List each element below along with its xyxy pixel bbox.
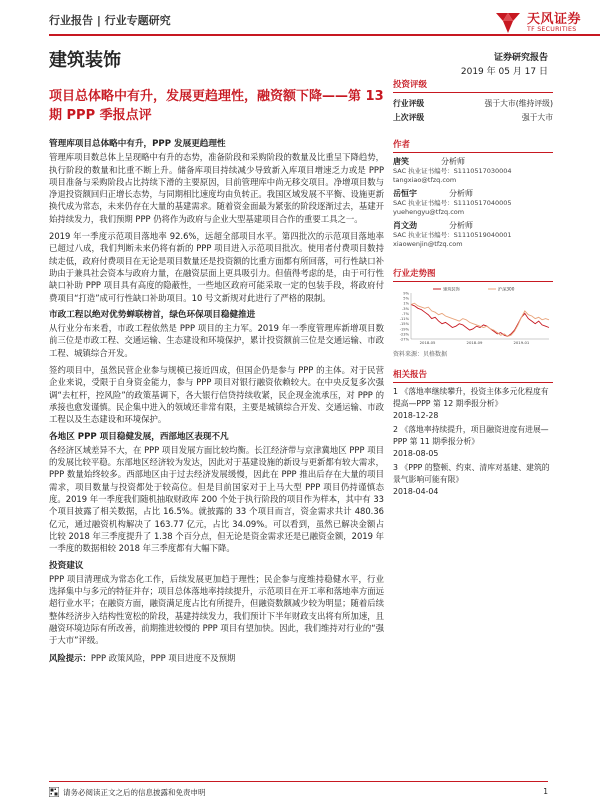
related-date: 2018-04-04 [393,487,439,496]
logo-text-cn: 天风证券 [527,12,582,27]
trend-chart-svg [393,285,553,347]
rating-key: 上次评级 [393,112,425,122]
related-report[interactable]: 2 《落地率持续提升，项目融资进度有进展—PPP 第 11 期季报分析》 [393,425,549,446]
x-tick-label: 2018-05 [419,340,436,345]
authors-heading: 作者 [393,138,553,153]
rating-row [393,96,553,110]
header-divider [49,34,600,36]
author-role: 分析师 [441,157,465,166]
page-number: 1 [543,787,548,796]
y-tick-label: 9% [403,291,409,296]
y-tick-label: 5% [403,296,409,301]
author-cert: SAC 执业证书编号：S1110517040005 [393,199,512,207]
risk-warning [49,652,384,664]
author-name: 肖文劲 [393,221,417,230]
related-date: 2018-12-28 [393,411,439,420]
y-tick-label: -3% [402,306,409,311]
author-cert: SAC 执业证书编号：S1110517030004 [393,167,512,175]
trend-heading: 行业走势图 [393,267,553,282]
author-email[interactable]: xiaowenjin@tfzq.com [393,240,463,248]
author-entry [393,220,553,249]
rating-key: 行业评级 [393,98,425,108]
logo-text-en: TF SECURITIES [527,26,577,33]
section-heading: 投资建议 [49,560,84,571]
paragraph: 签约项目中，虽然民营企业参与规模已接近四成，但国企仍是参与 PPP 的主体。对于民营企业来说，受限于自身资金能力，参与 PPP 项目对银行融资依赖较大。在中央反复多次强调“去杠杆，控风险”的政策基调下，各大银行信贷持续收紧，民企现金流承压，对 PPP 的承接也愈发谨慎。民企集中进入的领域还非常有限，主要是城镇综合开发、交通运输、市政工程以及生态建设和环境保护。 [49,365,384,425]
related-report[interactable]: 3 《PPP 的整顿、约束、清库对基建、建筑的景气影响可能有限》 [393,463,550,484]
risk-text: PPP 政策风险，PPP 项目进度不及预期 [90,652,236,663]
related-heading: 相关报告 [393,368,553,383]
y-tick-label: -23% [399,332,409,337]
paragraph: 2019 年一季度示范项目落地率 92.6%，远超全部项目水平。第四批次的示范项目落地率已超过八成，我们判断未来仍将有新的 PPP 项目进入示范项目批次。使用者付费项目数持续走低，政府付费项目在无论是项目数量还是投资额的比重方面都有所回落，可行性缺口补助由于兼具社会资本与政府力量，在融资层面上更具吸引力。但值得考虑的是，由于可行性缺口补助 PPP 项目具有高度的隐蔽性，一些地区政府可能采取一定的包装手段，将政府付费项目“打造”成可行性缺口补助项目。10 号文新规对此进行了严格的限制。 [49,231,384,303]
author-role: 分析师 [449,189,473,198]
report-title: 项目总体略中有升，发展更趋理性，融资额下降——第 13 期 PPP 季报点评 [49,89,384,123]
series-line-hs300 [411,303,549,336]
chart-source: 资料来源：贝格数据 [393,351,448,358]
sidebar [393,78,553,500]
y-tick-label: -7% [402,311,409,316]
legend-label: 建筑装饰 [443,286,460,292]
section-heading: 市政工程以绝对优势蝉联榜首，绿色环保项目稳健推进 [49,309,256,320]
x-tick-label: 2018-09 [466,340,483,345]
legend-label: 沪深300 [498,286,515,292]
related-date: 2018-08-05 [393,449,439,458]
report-type: 证券研究报告 [493,53,548,63]
rating-value: 强于大市 [521,112,553,122]
paragraph: 各经济区域差异不大，在 PPP 项目发展方面比较均衡。长江经济带与京津冀地区 PPP 项目的发展比较平稳。东部地区经济较为发达，因此对于基建设施的新设与更新都有较大需求，PPP 数量始终较多。西部地区由于过去经济发展缓慢，因此在 PPP 推出后存在大量的项目需求，项目数量与投资都处于较高位。但是目前国家对于上马大型 PPP 项目仍持谨慎态度。2019 年一季度我们随机抽取财政库 200 个处于执行阶段的项目作为样本，其中有 33 个项目披露了相关数据，占比 16.5%。就披露的 33 个项目而言，资金需求共计 480.36 亿元，通过融资机构解决了 163.77 亿元，占比 34.09%。可以看到，虽然已解决金额占比较 2018 年三季度提升了 1.38 个百分点，但无论是资金需求还是已融资金额，2019 年一季度的数据相较 2018 年三季度都有大幅下降。 [49,444,384,554]
y-tick-label: -27% [399,337,409,342]
y-tick-label: -15% [399,322,409,327]
author-name: 唐笑 [393,157,409,166]
section-heading: 管理库项目总体略中有升，PPP 发展更趋理性 [49,139,226,149]
paragraph: 从行业分布来看，市政工程依然是 PPP 项目的主力军。2019 年一季度管理库新增项目数前三位是市政工程、交通运输、生态建设和环境保护，累计投资额前三位是交通运输、市政工程、城镇综合开发。 [49,323,384,358]
author-entry [393,188,553,217]
y-tick-label: -11% [399,317,409,322]
paragraph: PPP 项目清理成为常态化工作，后续发展更加趋于理性；民企参与度维持稳健水平，行业选择集中与多元的特征并存；项目总体落地率持续提升，示范项目在开工率和落地率方面远超行业水平；在融资方面，融资满足度占比有所提升，但融资数额减少较为明显；随着后续整体经济步入结构性宽松的阶段，基建持续发力，我们预计下半年财政支出将有所加速，且融资环境边际有所改善，前期推进较慢的 PPP 项目有望加快。因此，我们维持对行业的“强于大市”评级。 [49,573,384,646]
related-report[interactable]: 1 《落地率继续攀升，投资主体多元化程度有提高—PPP 第 12 期季报分析》 [393,387,549,408]
rating-value: 强于大市(维持评级) [484,98,553,108]
main-body [49,134,384,669]
author-name: 岳恒宇 [393,189,417,198]
report-date: 2019 年 05 月 17 日 [460,67,548,77]
author-email[interactable]: yuehengyu@tfzq.com [393,208,465,216]
trend-chart [393,285,553,347]
x-tick-label: 2019-01 [513,340,530,345]
author-role: 分析师 [449,221,473,230]
section-heading: 各地区 PPP 项目稳健发展，西部地区表现不凡 [49,431,229,442]
tf-logo-icon [494,9,522,35]
author-cert: SAC 执业证书编号：S1110519040001 [393,231,512,239]
footer-disclaimer: 请务必阅读正文之后的信息披露和免责申明 [63,788,206,797]
series-line-construction [411,305,549,337]
footer-divider [49,781,548,782]
rating-heading: 投资评级 [393,78,553,93]
author-entry [393,156,553,185]
paragraph: 管理库项目数总体上呈现略中有升的态势，准备阶段和采购阶段的数量及比重呈下降趋势，执行阶段的数量和比重不断上升。储备库项目持续减少导致新入库项目增速乏力或是 PPP 项目准备与采购阶段占比持续下滑的主要原因，目前管理库中尚无移交项目。净增项目数与净退投资额回归正增长态势，与同期相比速度均由负转正。我国区域发展不平衡、设施更新换代成为常态，未来仍存在大量的基建需求。随着资金面最为紧张的阶段逐渐过去，基建开始持续发力，我们预期 PPP 仍将作为政府与企业大型基建项目合作的重要工具之一。 [49,152,384,224]
qr-code-icon [49,787,59,797]
sector-title: 建筑装饰 [49,50,121,71]
y-tick-label: -19% [399,327,409,332]
author-email[interactable]: tangxiao@tfzq.com [393,176,457,184]
header-tag: 行业报告 | 行业专题研究 [49,14,171,27]
risk-label: 风险提示： [49,652,91,663]
y-tick-label: 1% [403,301,409,306]
rating-row [393,110,553,124]
